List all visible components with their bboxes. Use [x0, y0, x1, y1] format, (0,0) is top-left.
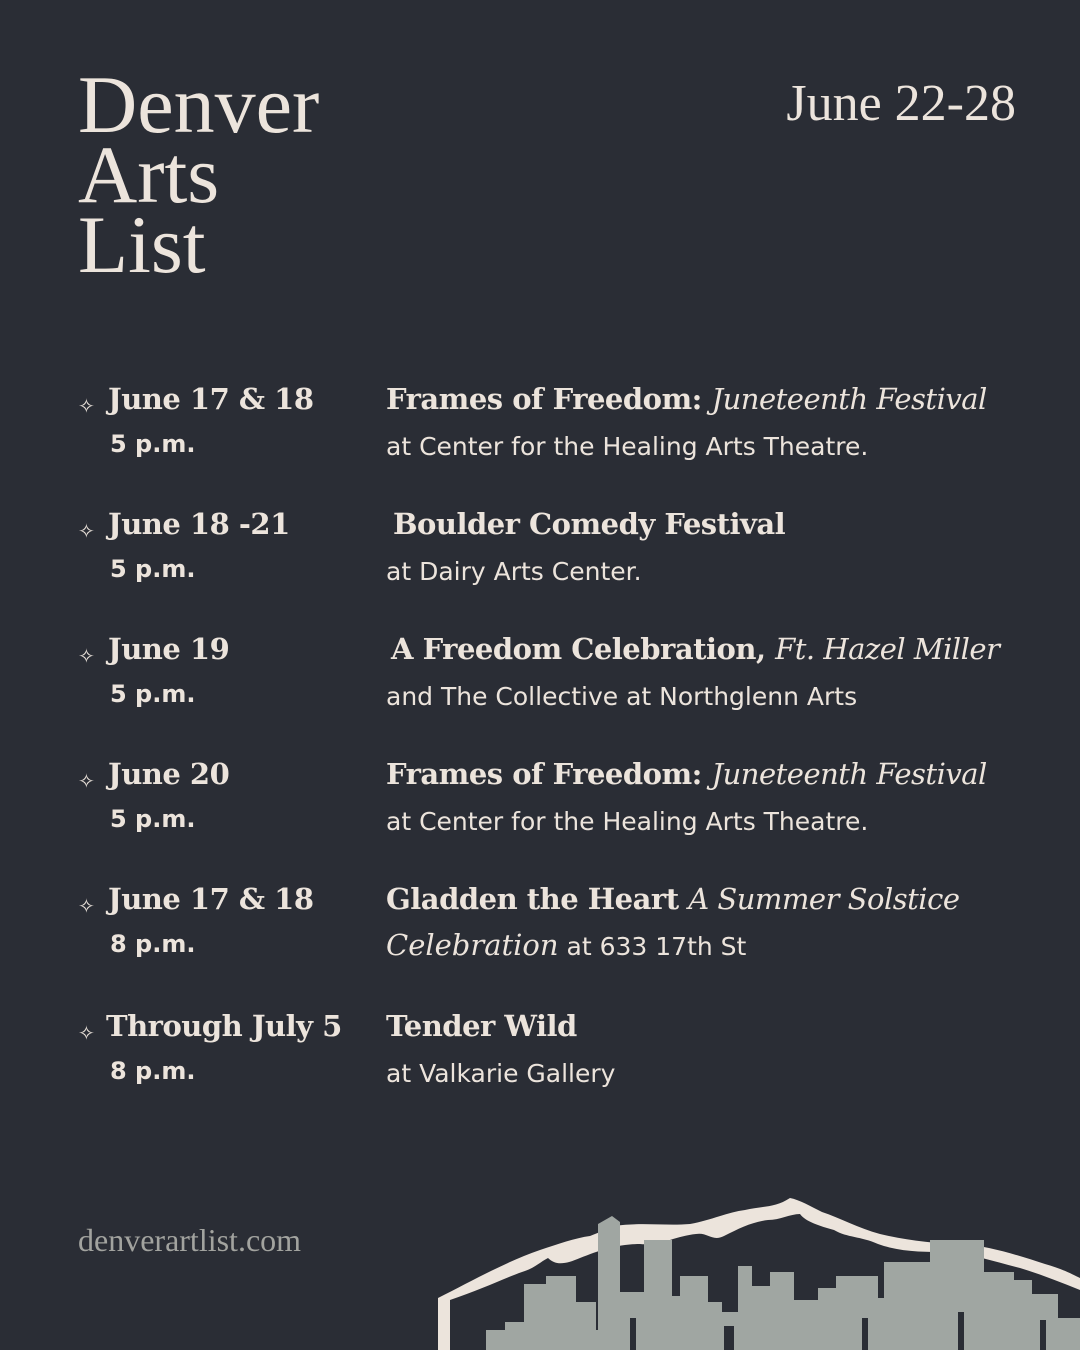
- event-venue-text: at Valkarie Gallery: [386, 1059, 616, 1088]
- event-title-text: Gladden the Heart: [386, 882, 679, 916]
- sparkle-icon: ✧: [78, 894, 95, 918]
- sparkle-icon: ✧: [78, 394, 95, 418]
- event-venue-text: at 633 17th St: [566, 932, 747, 961]
- event-date: June 19: [108, 632, 230, 666]
- event-time: 5 p.m.: [110, 805, 196, 833]
- event-date: Through July 5: [106, 1009, 342, 1043]
- event-venue-text: and The Collective at Northglenn Arts: [386, 682, 858, 711]
- title-line-3: List: [78, 199, 206, 290]
- event-title-italic: Ft. Hazel Miller: [775, 632, 1000, 666]
- event-venue-text: at Center for the Healing Arts Theatre.: [386, 432, 869, 461]
- event-title-text: Boulder Comedy Festival: [393, 507, 786, 541]
- event-venue-italic: Celebration: [386, 928, 559, 962]
- event-venue-text: at Center for the Healing Arts Theatre.: [386, 807, 869, 836]
- event-date: June 17 & 18: [108, 882, 314, 916]
- event-time: 8 p.m.: [110, 1057, 196, 1085]
- event-date: June 20: [108, 757, 230, 791]
- date-range: June 22-28: [786, 75, 1016, 132]
- event-title-italic: Juneteenth Festival: [711, 757, 987, 791]
- sparkle-icon: ✧: [78, 1021, 95, 1045]
- event-date: June 17 & 18: [108, 382, 314, 416]
- event-time: 5 p.m.: [110, 555, 196, 583]
- event-time: 5 p.m.: [110, 680, 196, 708]
- event-time: 5 p.m.: [110, 430, 196, 458]
- title-line-1: Denver: [78, 59, 320, 150]
- sparkle-icon: ✧: [78, 644, 95, 668]
- event-title-text: A Freedom Celebration,: [391, 632, 766, 666]
- website-link[interactable]: denverartlist.com: [78, 1222, 302, 1258]
- event-time: 8 p.m.: [110, 930, 196, 958]
- event-title-italic: Juneteenth Festival: [711, 382, 987, 416]
- sparkle-icon: ✧: [78, 769, 95, 793]
- event-title-text: Frames of Freedom:: [386, 382, 702, 416]
- event-venue-text: at Dairy Arts Center.: [386, 557, 642, 586]
- event-title-italic: A Summer Solstice: [688, 882, 960, 916]
- event-title-text: Frames of Freedom:: [386, 757, 702, 791]
- title-line-2: Arts: [78, 129, 220, 220]
- sparkle-icon: ✧: [78, 519, 95, 543]
- event-date: June 18 -21: [108, 507, 290, 541]
- event-title-text: Tender Wild: [386, 1009, 577, 1043]
